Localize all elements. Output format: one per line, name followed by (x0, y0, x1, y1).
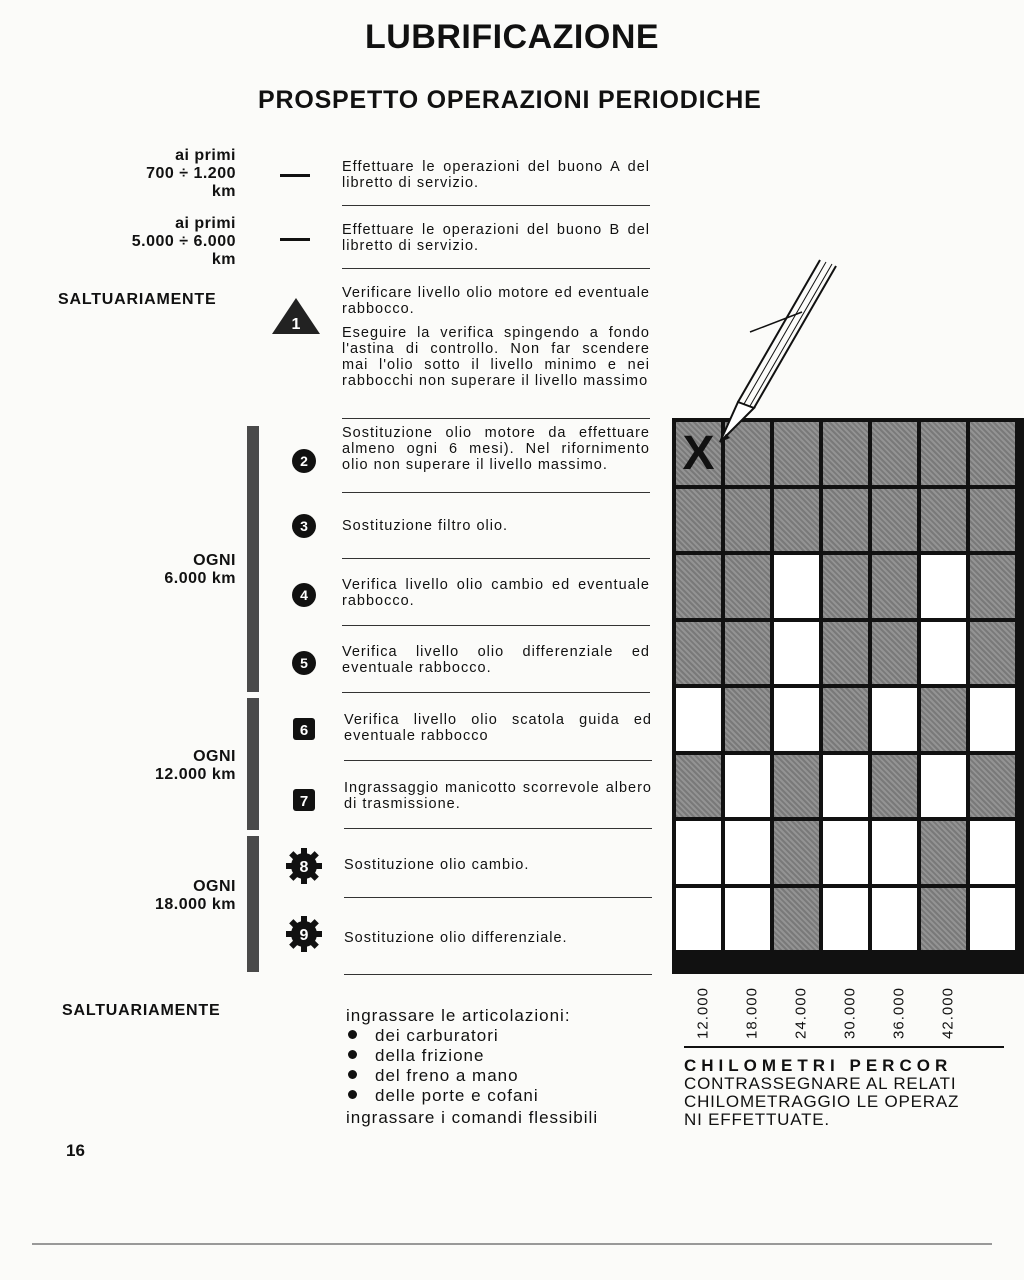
interval-occasionally-top: SALTUARIAMENTE (58, 291, 217, 308)
grid-cell[interactable] (774, 888, 819, 951)
operation-text: Sostituzione olio motore da effettuare almeno ogni 6 mesi). Nel rifornimento olio non superare il livello massimo. (342, 425, 650, 473)
row-divider (344, 974, 652, 975)
operation-text: Sostituzione olio differenziale. (344, 930, 568, 946)
page-number: 16 (66, 1141, 85, 1160)
grid-cell[interactable] (823, 555, 868, 618)
grid-cell[interactable] (921, 688, 966, 751)
operation-note: Eseguire la verifica spingendo a fondo l'astina di controllo. Non far scendere mai l'olio sotto il livello minimo e nei rabbocchi non superare il livello massimo (342, 325, 650, 389)
grid-cell[interactable] (872, 688, 917, 751)
grid-cell[interactable] (921, 422, 966, 485)
circle-icon (290, 447, 318, 475)
km-label-text: 24.000 (792, 987, 810, 1039)
grid-cell[interactable] (823, 755, 868, 818)
schedule-grid (672, 418, 1024, 974)
gear-icon (284, 914, 324, 954)
interval-label: OGNI (193, 878, 236, 895)
grid-cell[interactable] (970, 622, 1015, 685)
grease-outro: ingrassare i comandi flessibili (346, 1108, 599, 1127)
row-divider (342, 268, 650, 269)
gear-number: 9 (299, 927, 309, 944)
list-item-text: del freno a mano (375, 1066, 519, 1085)
grease-intro: ingrassare le articolazioni: (346, 1006, 571, 1025)
list-item (346, 1046, 598, 1066)
grid-cell[interactable] (725, 489, 770, 552)
grid-cell[interactable] (774, 755, 819, 818)
operation-text: Sostituzione olio cambio. (344, 857, 530, 873)
row-divider (344, 828, 652, 829)
row-divider (342, 418, 650, 419)
legend-divider (684, 1046, 1004, 1048)
km-label-text: 30.000 (841, 987, 859, 1039)
grid-cell[interactable] (823, 622, 868, 685)
legend-text: CHILOMETRAGGIO LE OPERAZ (684, 1092, 960, 1111)
row-divider (342, 692, 650, 693)
grid-cell[interactable] (823, 888, 868, 951)
km-label (789, 988, 813, 1038)
interval-label: OGNI (193, 748, 236, 765)
grid-cell[interactable] (872, 821, 917, 884)
row-divider (342, 625, 650, 626)
grid-cell[interactable] (823, 489, 868, 552)
interval-first-a (146, 147, 236, 201)
grid-cell[interactable] (676, 489, 721, 552)
grid-cell[interactable] (970, 555, 1015, 618)
grid-cell[interactable] (970, 755, 1015, 818)
triangle-number: 1 (291, 316, 301, 333)
operation-text: Effettuare le operazioni del buono B del libretto di servizio. (342, 222, 650, 254)
interval-bar-18000 (247, 836, 259, 972)
operation-text: Effettuare le operazioni del buono A del libretto di servizio. (342, 159, 650, 191)
grid-cell[interactable] (921, 755, 966, 818)
page-title: LUBRIFICAZIONE (364, 18, 660, 56)
grid-cell[interactable] (676, 821, 721, 884)
grid-cell[interactable] (970, 888, 1015, 951)
interval-label: 700 ÷ 1.200 (146, 165, 236, 182)
grid-cell[interactable] (872, 422, 917, 485)
grid-cell[interactable] (921, 821, 966, 884)
legend-text: NI EFFETTUATE. (684, 1110, 830, 1129)
square-number: 7 (299, 793, 309, 810)
grid-cell[interactable] (725, 821, 770, 884)
interval-label: 5.000 ÷ 6.000 (131, 233, 236, 250)
interval-label: 18.000 km (154, 896, 236, 913)
footer-line (32, 1243, 992, 1245)
list-item (346, 1026, 598, 1046)
grid-cell[interactable] (970, 821, 1015, 884)
check-mark: X (682, 426, 715, 480)
grid-cell[interactable] (725, 555, 770, 618)
interval-label: km (211, 183, 236, 200)
bullet-icon (348, 1070, 357, 1079)
row-divider (344, 760, 652, 761)
km-label (740, 988, 764, 1038)
circle-icon (290, 512, 318, 540)
operation-text: Sostituzione filtro olio. (342, 518, 509, 534)
grid-cell[interactable] (676, 755, 721, 818)
km-label (936, 988, 960, 1038)
grid-cell[interactable] (872, 755, 917, 818)
km-label (887, 988, 911, 1038)
grid-cell[interactable] (872, 489, 917, 552)
grid-cell[interactable] (774, 489, 819, 552)
grid-cell[interactable] (676, 622, 721, 685)
operation-text: Verifica livello olio scatola guida ed eventuale rabbocco (344, 712, 652, 744)
dash-icon (280, 174, 310, 177)
interval-first-b (132, 215, 236, 269)
km-label-text: 36.000 (890, 987, 908, 1039)
pencil-icon (690, 252, 870, 462)
grid-cell[interactable] (921, 622, 966, 685)
circle-number: 5 (300, 655, 308, 671)
km-label (691, 988, 715, 1038)
operation-text: Verificare livello olio motore ed eventuale rabbocco. (342, 285, 650, 317)
grid-cell[interactable] (921, 489, 966, 552)
interval-every-6000 (164, 552, 236, 588)
grease-list (346, 1006, 598, 1128)
interval-label: 12.000 km (154, 766, 236, 783)
legend-text: CONTRASSEGNARE AL RELATI (684, 1074, 957, 1093)
circle-icon (290, 649, 318, 677)
list-item (346, 1086, 598, 1106)
row-divider (344, 897, 652, 898)
interval-every-18000 (155, 878, 236, 914)
km-label-text: 12.000 (694, 987, 712, 1039)
grid-cell[interactable] (921, 555, 966, 618)
interval-label: ai primi (175, 215, 236, 232)
interval-occasionally-bottom: SALTUARIAMENTE (62, 1002, 221, 1019)
bullet-icon (348, 1050, 357, 1059)
interval-bar-6000 (247, 426, 259, 692)
list-item (346, 1066, 598, 1086)
grid-cell[interactable] (970, 688, 1015, 751)
interval-label: OGNI (193, 552, 236, 569)
gear-number: 8 (299, 859, 309, 876)
km-label-text: 18.000 (743, 987, 761, 1039)
operation-text: Verifica livello olio cambio ed eventuale rabbocco. (342, 577, 650, 609)
circle-number: 3 (300, 518, 308, 534)
list-item-text: dei carburatori (375, 1026, 499, 1045)
km-label (838, 988, 862, 1038)
circle-number: 4 (300, 587, 308, 603)
grid-cell[interactable] (970, 422, 1015, 485)
interval-bar-12000 (247, 698, 259, 830)
row-divider (342, 205, 650, 206)
grid-cell[interactable] (921, 888, 966, 951)
dash-icon (280, 238, 310, 241)
grid-cell[interactable] (676, 688, 721, 751)
gear-icon (284, 846, 324, 886)
grid-cell[interactable] (725, 622, 770, 685)
interval-every-12000 (155, 748, 236, 784)
legend-title: CHILOMETRI PERCOR (684, 1056, 953, 1075)
operation-text: Verifica livello olio differenziale ed eventuale rabbocco. (342, 644, 650, 676)
triangle-icon (270, 296, 322, 336)
grid-cell[interactable] (970, 489, 1015, 552)
grid-cell[interactable] (725, 688, 770, 751)
square-icon (291, 716, 317, 742)
row-divider (342, 558, 650, 559)
grid-cell[interactable] (725, 888, 770, 951)
circle-icon (290, 581, 318, 609)
square-icon (291, 787, 317, 813)
bullet-icon (348, 1030, 357, 1039)
row-divider (342, 492, 650, 493)
grid-cell[interactable] (823, 821, 868, 884)
operation-text: Ingrassaggio manicotto scorrevole albero di trasmissione. (344, 780, 652, 812)
circle-number: 2 (300, 453, 308, 469)
page-subtitle: PROSPETTO OPERAZIONI PERIODICHE (258, 86, 762, 114)
grid-cell[interactable] (872, 622, 917, 685)
grid-cell[interactable] (676, 888, 721, 951)
list-item-text: delle porte e cofani (375, 1086, 539, 1105)
grid-cell[interactable] (725, 755, 770, 818)
grid-cell[interactable] (774, 555, 819, 618)
grid-cell[interactable] (823, 688, 868, 751)
km-label-text: 42.000 (939, 987, 957, 1039)
grid-cell[interactable] (774, 821, 819, 884)
square-number: 6 (299, 722, 309, 739)
grid-cell[interactable] (676, 555, 721, 618)
list-item-text: della frizione (375, 1046, 485, 1065)
interval-label: km (211, 251, 236, 268)
bullet-icon (348, 1090, 357, 1099)
grid-cell[interactable] (872, 555, 917, 618)
interval-label: 6.000 km (164, 570, 236, 587)
grid-cell[interactable] (774, 622, 819, 685)
grid-cell[interactable] (774, 688, 819, 751)
interval-label: ai primi (175, 147, 236, 164)
grid-cell[interactable] (872, 888, 917, 951)
